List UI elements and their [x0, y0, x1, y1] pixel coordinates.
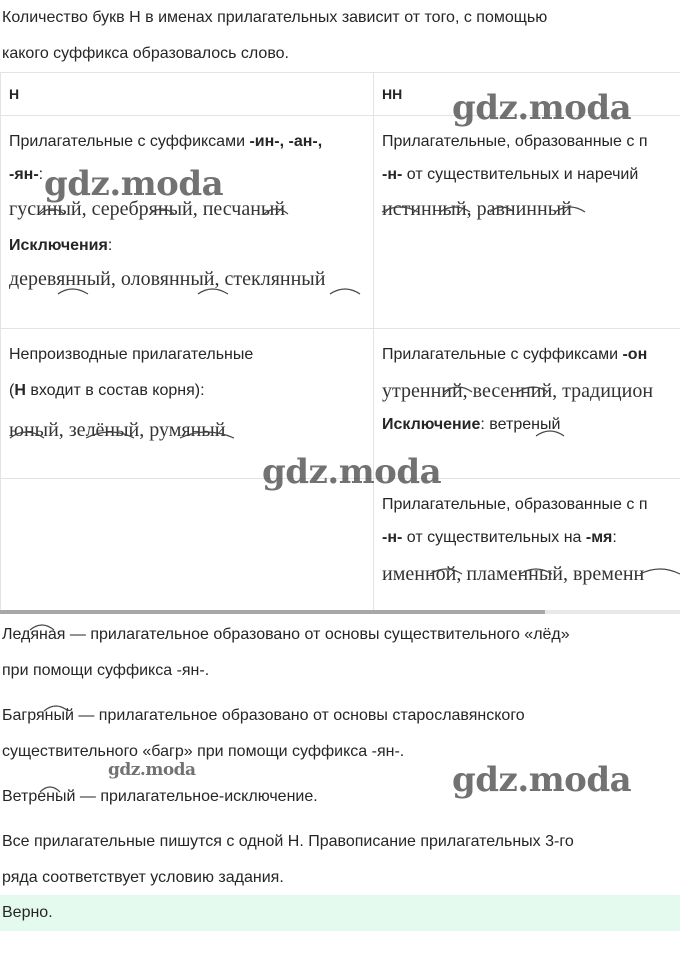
- row2-right-examples: утренний, весенний, традицион: [382, 380, 654, 402]
- suffix-arc-mark: [330, 289, 360, 294]
- row1-right-examples: истинный, равнинный: [382, 198, 572, 220]
- row1-right-line1: Прилагательные, образованные с п: [382, 133, 648, 150]
- explanation-line: Все прилагательные пишутся с одной Н. Правописание прилагательных 3-го: [2, 833, 574, 850]
- watermark-logo: gdz.moda: [44, 164, 224, 204]
- suffix-arc-mark: [58, 289, 88, 294]
- suffix-arc-mark: [198, 289, 228, 294]
- suffix-arc-mark: [640, 569, 680, 574]
- row1-left-exception-examples: деревянный, оловянный, стеклянный: [9, 268, 326, 290]
- verdict-text: Верно.: [2, 904, 53, 921]
- table-horizontal-scrollbar[interactable]: [0, 610, 680, 614]
- suffix-arc-mark: [490, 207, 514, 212]
- verdict-banner: [0, 895, 680, 931]
- watermark-logo: gdz.moda: [262, 452, 442, 492]
- suffix-arc-mark: [382, 207, 418, 212]
- explanation-line: ряда соответствует условию задания.: [2, 869, 284, 886]
- row3-right-line2: -н- от существительных на -мя:: [382, 529, 617, 546]
- watermark-logo: gdz.moda: [452, 760, 632, 800]
- explanation-line: Ветреный — прилагательное-исключение.: [2, 788, 318, 805]
- root-arc-mark: [86, 432, 134, 438]
- suffix-arc-mark: [536, 431, 564, 436]
- suffix-arc-mark: [555, 207, 585, 212]
- intro-line-2: какого суффикса образовалось слово.: [2, 45, 289, 62]
- scrollbar-thumb[interactable]: [0, 610, 545, 614]
- row2-left-line2: (Н входит в состав корня):: [9, 382, 205, 399]
- row1-left-examples: гусиный, серебряный, песчаный: [9, 198, 286, 220]
- watermark-logo: gdz.moda: [452, 88, 632, 128]
- suffix-arc-mark: [430, 569, 462, 574]
- header-nn: НН: [374, 73, 680, 116]
- explanation-line: Багряный — прилагательное образовано от основы старославянского: [2, 707, 525, 724]
- watermark-logo: gdz.moda: [108, 760, 196, 780]
- row1-right-line2: -н- от существительных и наречий: [382, 166, 639, 183]
- row1-left-exceptions-label: Исключения:: [9, 237, 113, 254]
- root-arc-mark: [10, 432, 44, 438]
- suffix-arc-mark: [150, 209, 174, 214]
- row3-right-examples: именной, пламенный, временн: [382, 563, 645, 585]
- explanation-line: при помощи суффикса -ян-.: [2, 662, 210, 679]
- row2-right-exception: Исключение: ветреный: [382, 416, 561, 433]
- row2-left-line1: Непроизводные прилагательные: [9, 346, 254, 363]
- header-n: Н: [1, 73, 374, 116]
- row1-left-line1: Прилагательные с суффиксами -ин-, -ан-,: [9, 133, 323, 150]
- row3-right-line1: Прилагательные, образованные с п: [382, 496, 648, 513]
- suffix-arc-mark: [444, 387, 472, 392]
- row2-right-line1: Прилагательные с суффиксами -он: [382, 346, 648, 363]
- suffix-arc-mark: [520, 569, 552, 574]
- explanation-line: существительного «багр» при помощи суффикса -ян-.: [2, 743, 405, 760]
- suffix-arc-mark: [40, 209, 64, 214]
- intro-line-1: Количество букв Н в именах прилагательных зависит от того, с помощью: [2, 9, 548, 26]
- suffix-arc-mark: [440, 207, 470, 212]
- row2-left-examples: юный, зелёный, румяный: [9, 419, 226, 441]
- root-arc-mark: [180, 432, 234, 438]
- row1-left-line2: -ян-:: [9, 166, 44, 183]
- suffix-arc-mark: [518, 387, 548, 392]
- explanation-line: Ледяная — прилагательное образовано от основы существительного «лёд»: [2, 626, 570, 643]
- suffix-arc-mark: [264, 209, 288, 214]
